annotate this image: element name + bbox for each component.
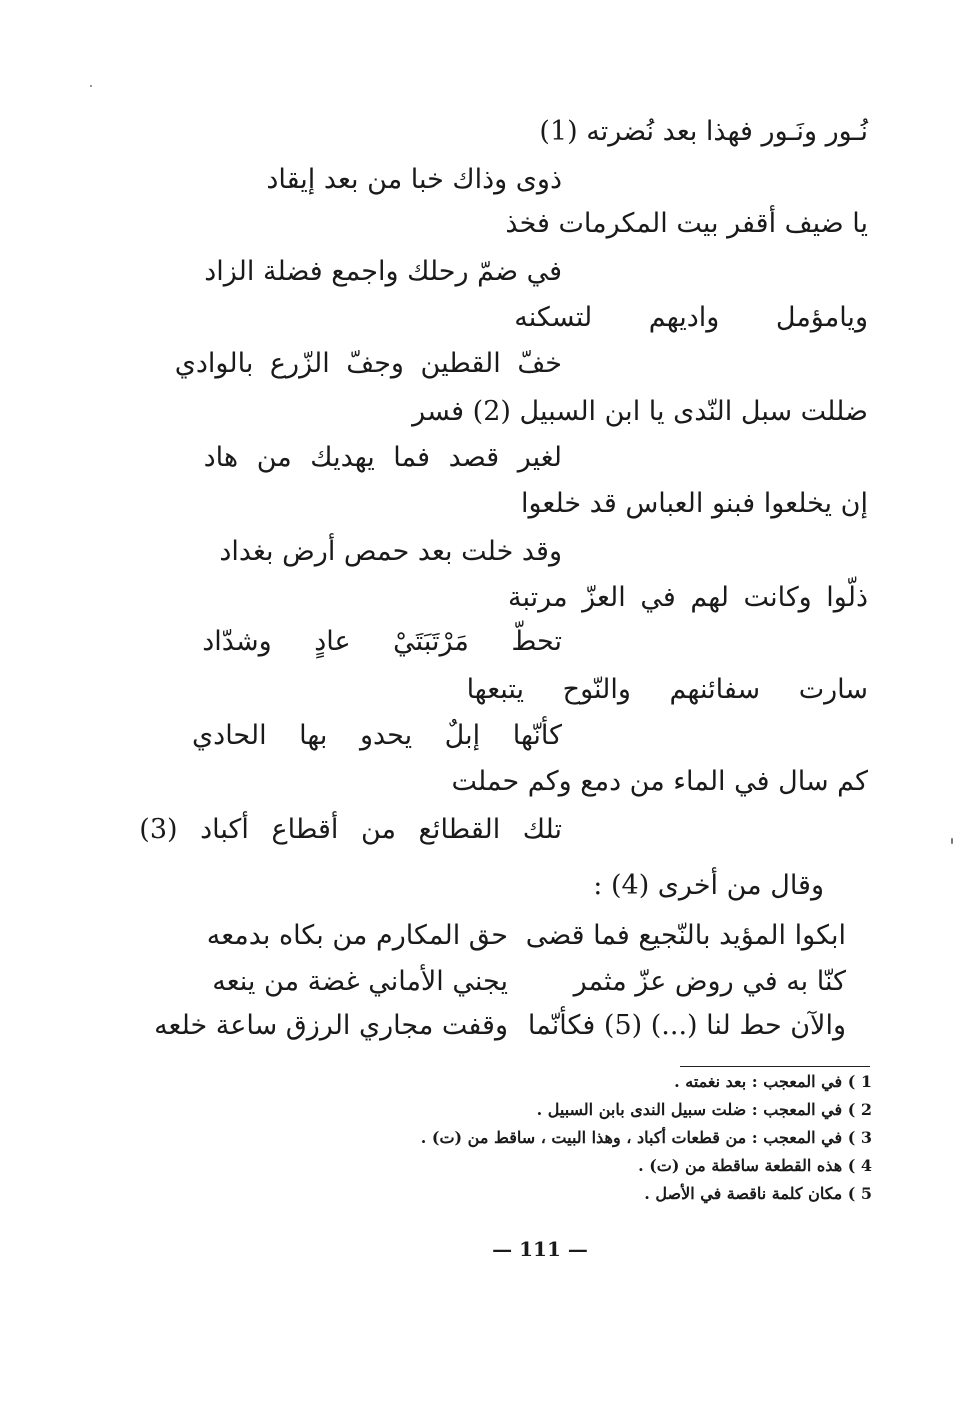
- verse-8-second: تلك القطائع من أقطاع أكباد (3): [139, 814, 562, 845]
- footnote-text: في المعجب : بعد نغمته .: [674, 1072, 843, 1091]
- footnote-number: 2 ): [847, 1100, 872, 1119]
- footnote-3: [421, 1128, 872, 1147]
- verse-8-first: كم سال في الماء من دمع وكم حملت: [451, 766, 868, 797]
- verse-3-first: ويامؤمل واديهم لتسكنه: [514, 302, 868, 333]
- verse-1-second: ذوى وذاك خبا من بعد إيقاد: [266, 164, 562, 195]
- footnote-4: [638, 1156, 872, 1175]
- verse-1-first: نُـور ونَـور فهذا بعد نُضرته (1): [539, 116, 868, 147]
- verse-7-first: سارت سفائنهم والنّوح يتبعها: [466, 674, 868, 705]
- verse-6-second: تحطّ مَرْتَبَتَيْ عادٍ وشدّاد: [202, 626, 562, 657]
- poem2-verse-2-right: كنّا به في روض عزّ مثمر: [573, 966, 846, 997]
- footnote-number: 4 ): [847, 1156, 872, 1175]
- footnote-number: 3 ): [847, 1128, 872, 1147]
- poem2-verse-3-right: والآن حط لنا (...) (5) فكأنّما: [527, 1010, 846, 1041]
- footnote-1: [674, 1072, 872, 1091]
- footnote-number: 5 ): [847, 1184, 872, 1203]
- footnote-text: مكان كلمة ناقصة في الأصل .: [644, 1184, 843, 1203]
- poem2-verse-1-right: ابكوا المؤيد بالنّجيع فما قضى: [525, 920, 846, 951]
- verse-6-first: ذلّوا وكانت لهم في العزّ مرتبة: [508, 582, 868, 613]
- footnote-number: 1 ): [847, 1072, 872, 1091]
- page-number: — 111 —: [492, 1237, 588, 1261]
- verse-4-second: لغير قصد فما يهديك من هاد: [203, 442, 562, 473]
- verse-2-first: يا ضيف أقفر بيت المكرمات فخذ: [505, 208, 868, 239]
- scan-speck: [90, 85, 92, 87]
- verse-3-second: خفّ القطين وجفّ الزّرع بالوادي: [174, 348, 562, 379]
- footnote-rule: [680, 1066, 870, 1067]
- verse-4-first: ضللت سبل النّدى يا ابن السبيل (2) فسر: [412, 396, 868, 427]
- poem2-verse-1-left: حق المكارم من بكاه بدمعه: [206, 920, 508, 951]
- footnote-2: [537, 1100, 872, 1119]
- scan-speck: [951, 838, 953, 844]
- footnote-5: [644, 1184, 872, 1203]
- verse-2-second: في ضمّ رحلك واجمع فضلة الزاد: [204, 256, 562, 287]
- verse-7-second: كأنّها إبلٌ يحدو بها الحادي: [192, 720, 562, 751]
- footnote-text: هذه القطعة ساقطة من (ت) .: [638, 1156, 843, 1175]
- poem2-verse-3-left: وقفت مجاري الرزق ساعة خلعه: [154, 1010, 508, 1041]
- verse-5-first: إن يخلعوا فبنو العباس قد خلعوا: [520, 488, 868, 519]
- footnote-text: في المعجب : ضلت سبيل الندى بابن السبيل .: [536, 1100, 843, 1119]
- verse-5-second: وقد خلت بعد حمص أرض بغداد: [219, 536, 562, 567]
- poem2-verse-2-left: يجني الأماني غضة من ينعه: [212, 966, 508, 997]
- poem-2-intro: وقال من أخرى (4) :: [593, 870, 824, 901]
- footnote-text: في المعجب : من قطعات أكباد ، وهذا البيت ، ساقط من (ت) .: [420, 1128, 843, 1147]
